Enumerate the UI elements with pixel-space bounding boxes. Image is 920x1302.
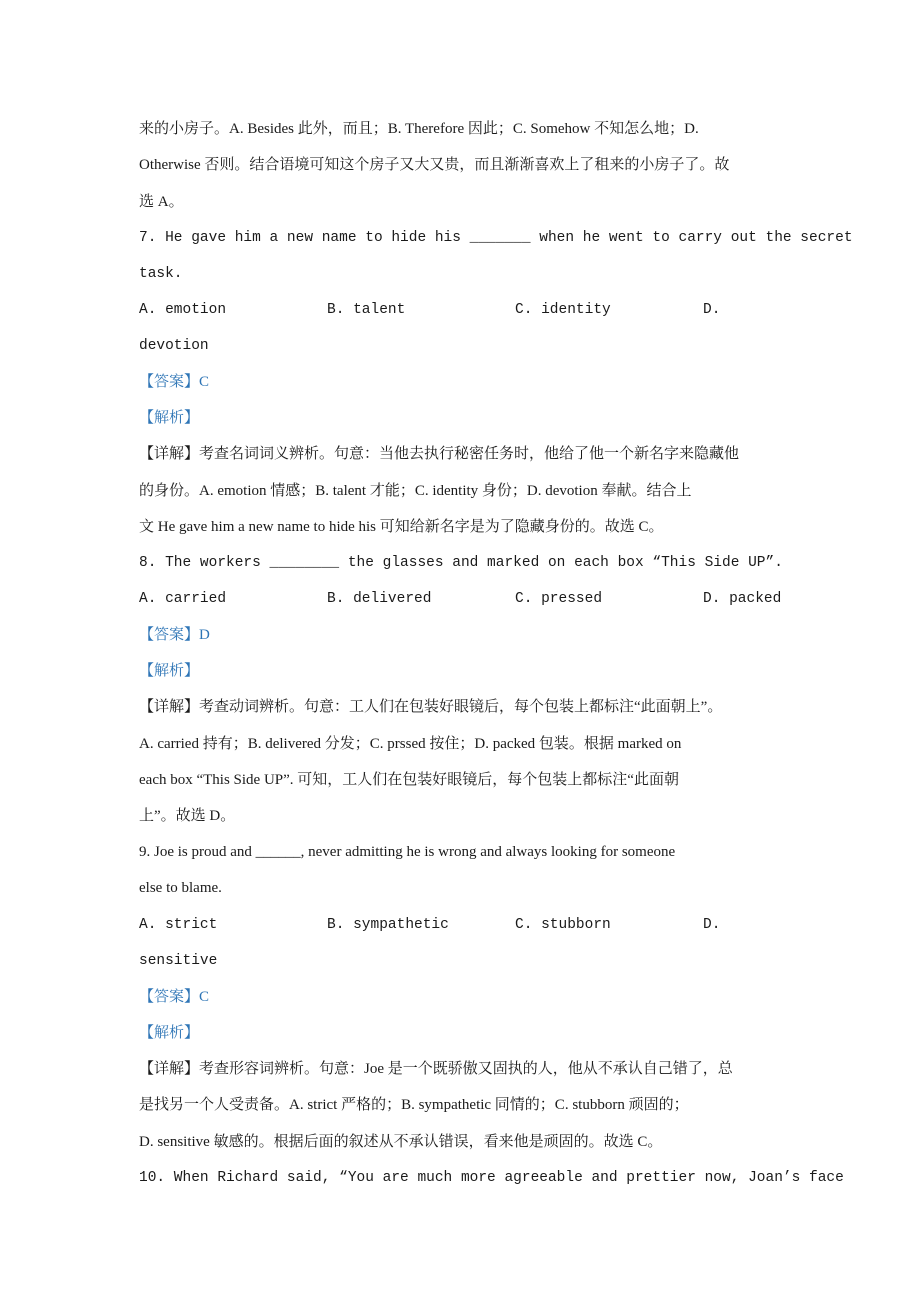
- explanation-line: D. sensitive 敏感的。根据后面的叙述从不承认错误，看来他是顽固的。故选 C。: [139, 1134, 663, 1150]
- analysis-label: 【解析】: [139, 410, 200, 426]
- question-7-stem: task.: [139, 266, 183, 282]
- option-c: C. pressed: [515, 591, 603, 607]
- option-d: D.: [703, 302, 721, 318]
- text-line: 选 A。: [139, 194, 184, 210]
- question-9-stem: 9. Joe is proud and ______, never admitting he is wrong and always looking for someone: [139, 844, 676, 860]
- option-d: D.: [703, 917, 721, 933]
- explanation-line: 上”。故选 D。: [139, 808, 236, 824]
- option-d-text: devotion: [139, 338, 209, 354]
- option-d-text: sensitive: [139, 953, 218, 969]
- analysis-label: 【解析】: [139, 1025, 200, 1041]
- question-7-stem: 7. He gave him a new name to hide his _______ when he went to carry out the secret: [139, 230, 853, 246]
- answer-label: 【答案】C: [139, 374, 210, 390]
- explanation-line: A. carried 持有；B. delivered 分发；C. prssed 按住；D. packed 包装。根据 marked on: [139, 736, 682, 752]
- question-10-stem: 10. When Richard said, “You are much more agreeable and prettier now, Joan’s face: [139, 1170, 844, 1186]
- option-c: C. identity: [515, 302, 611, 318]
- option-c: C. stubborn: [515, 917, 611, 933]
- question-8-stem: 8. The workers ________ the glasses and marked on each box “This Side UP”.: [139, 555, 783, 571]
- explanation-line: each box “This Side UP”. 可知，工人们在包装好眼镜后，每个包装上都标注“此面朝: [139, 772, 679, 788]
- question-9-stem: else to blame.: [139, 880, 222, 896]
- text-line: Otherwise 否则。结合语境可知这个房子又大又贵，而且渐渐喜欢上了租来的小房子了。故: [139, 157, 730, 173]
- option-d: D. packed: [703, 591, 782, 607]
- explanation-line: 【详解】考查动词辨析。句意：工人们在包装好眼镜后，每个包装上都标注“此面朝上”。: [139, 699, 723, 715]
- option-b: B. sympathetic: [327, 917, 449, 933]
- text-line: 来的小房子。A. Besides 此外，而且；B. Therefore 因此；C. Somehow 不知怎么地；D.: [139, 121, 699, 137]
- explanation-line: 文 He gave him a new name to hide his 可知给新名字是为了隐藏身份的。故选 C。: [139, 519, 664, 535]
- explanation-line: 【详解】考查形容词辨析。句意：Joe 是一个既骄傲又固执的人，他从不承认自己错了，总: [139, 1061, 733, 1077]
- option-b: B. delivered: [327, 591, 432, 607]
- option-b: B. talent: [327, 302, 406, 318]
- analysis-label: 【解析】: [139, 663, 200, 679]
- option-a: A. carried: [139, 591, 227, 607]
- explanation-line: 的身份。A. emotion 情感；B. talent 才能；C. identity 身份；D. devotion 奉献。结合上: [139, 483, 692, 499]
- explanation-line: 是找另一个人受责备。A. strict 严格的；B. sympathetic 同情的；C. stubborn 顽固的；: [139, 1097, 689, 1113]
- explanation-line: 【详解】考查名词词义辨析。句意：当他去执行秘密任务时，他给了他一个新名字来隐藏他: [139, 446, 740, 462]
- option-a: A. emotion: [139, 302, 227, 318]
- answer-label: 【答案】C: [139, 989, 210, 1005]
- answer-label: 【答案】D: [139, 627, 210, 643]
- option-a: A. strict: [139, 917, 218, 933]
